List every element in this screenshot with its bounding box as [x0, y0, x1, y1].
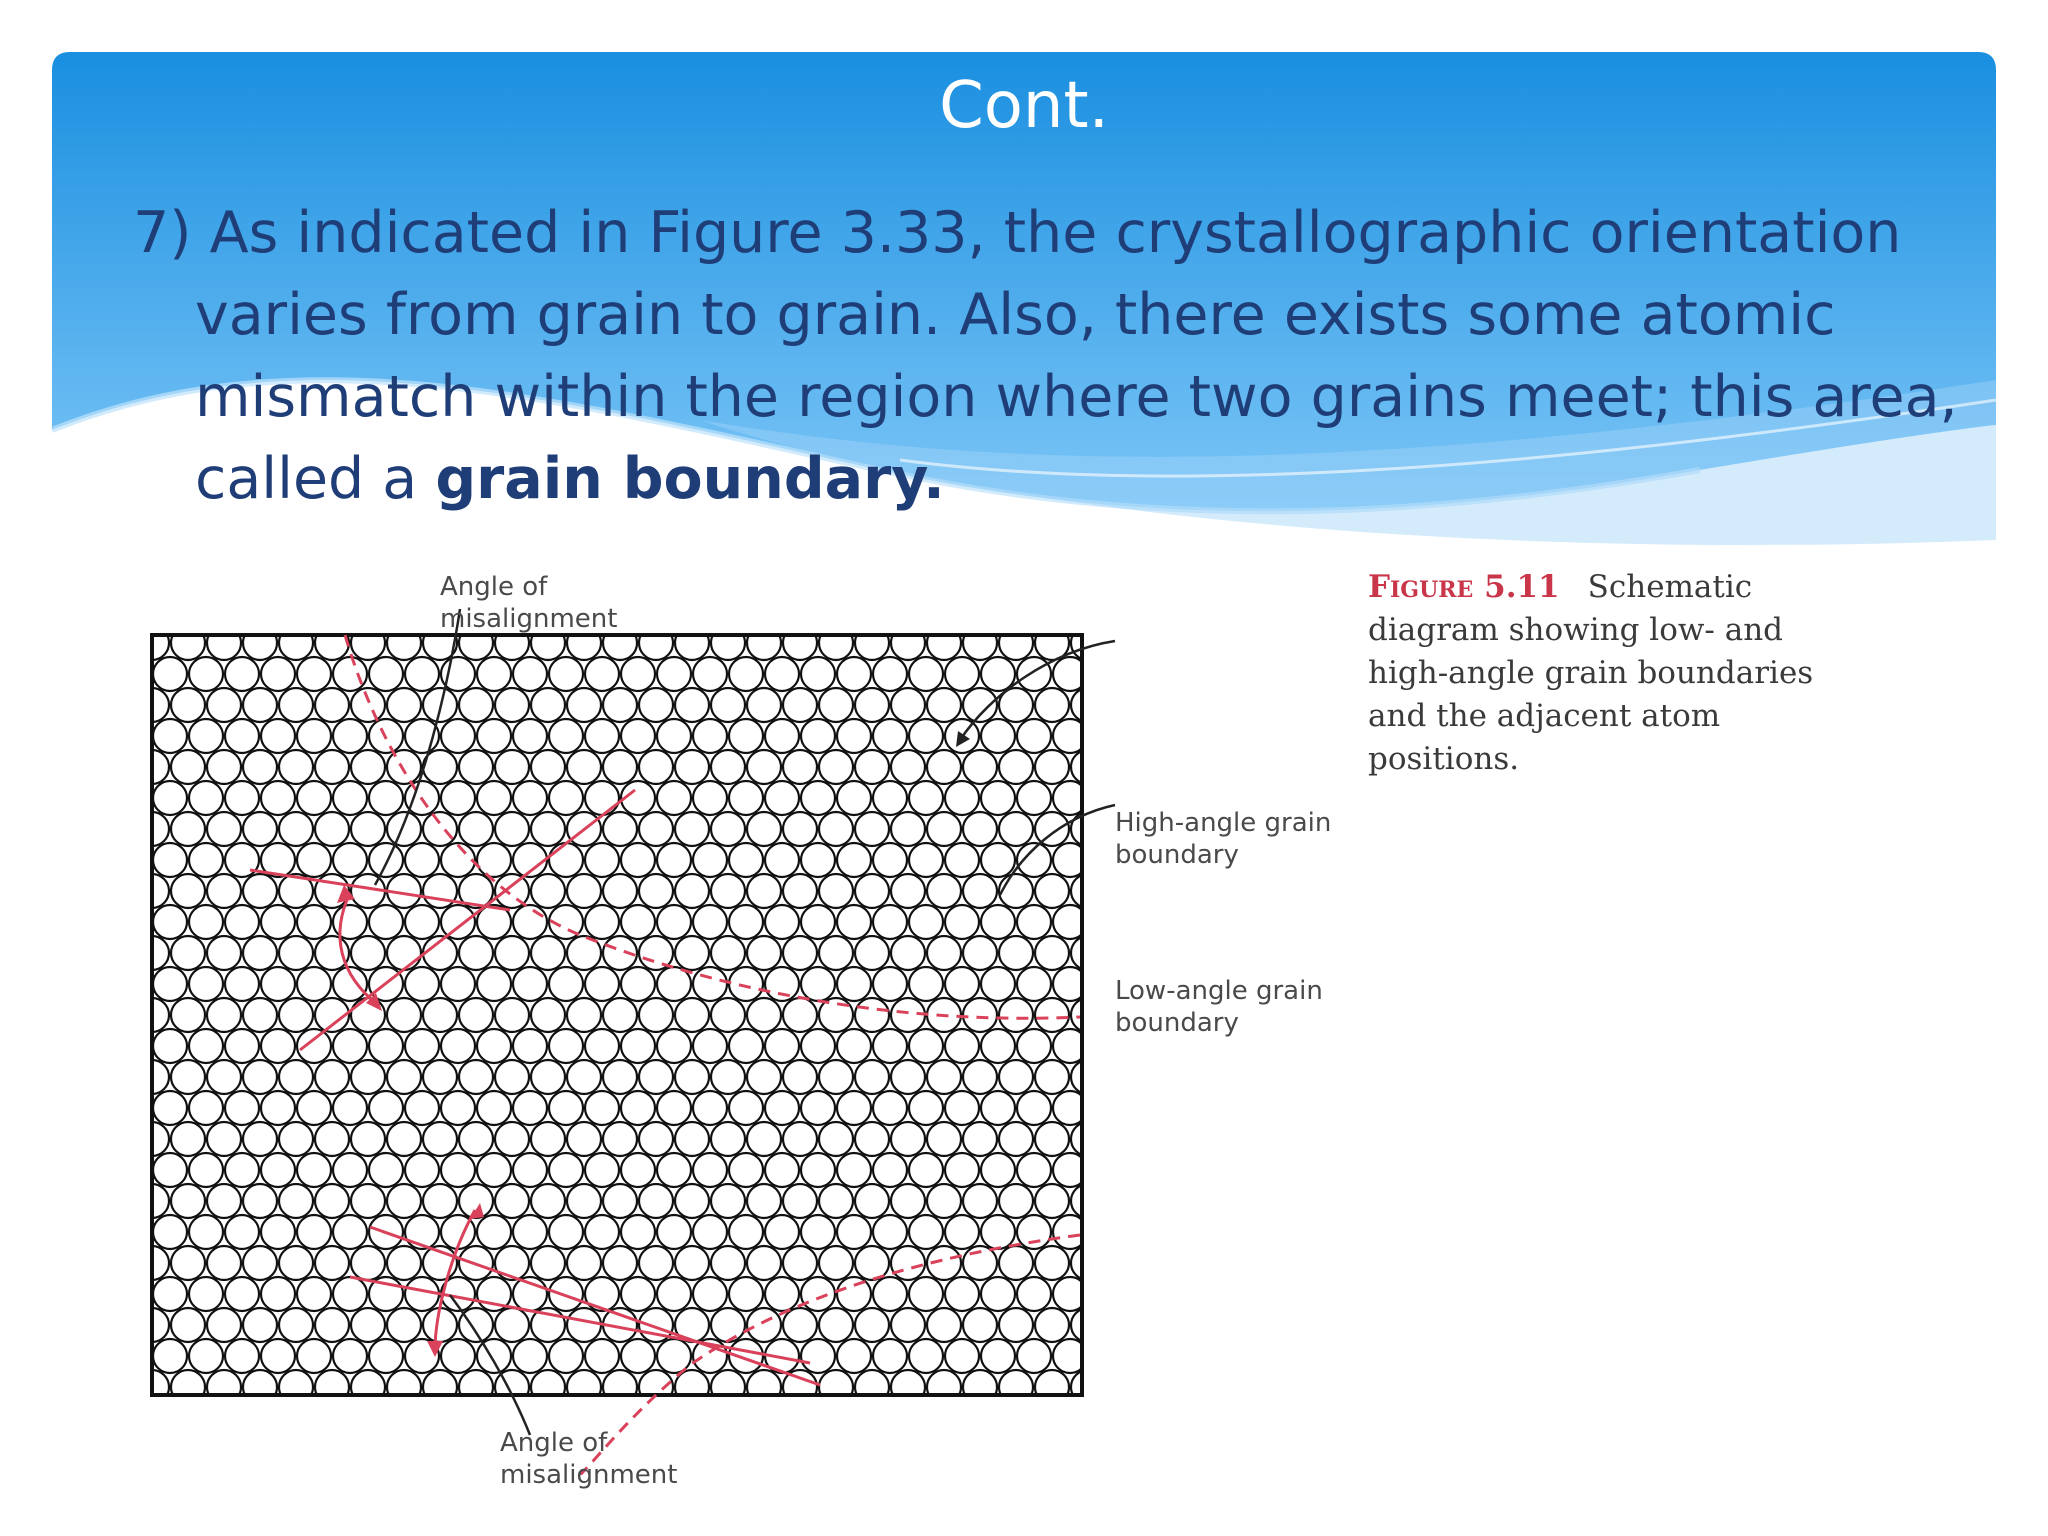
- slide-title: Cont.: [939, 69, 1109, 143]
- slide-body: [133, 192, 1963, 520]
- body-paragraph-text: 7) As indicated in Figure 3.33, the crystallographic orientation varies from grain to grain. Also, there exists some atomic mismatch within the region where two grains meet; this area, called a: [133, 200, 1958, 512]
- figure-caption-label: Figure 5.11: [1368, 569, 1560, 605]
- label-high-angle: High-angle grain boundary: [1115, 808, 1332, 870]
- label-angle-bottom: Angle of misalignment: [500, 1428, 678, 1490]
- figure-caption-text: Schematic diagram showing low- and high-angle grain boundaries and the adjacent atom positions.: [1368, 569, 1814, 777]
- figure-caption: [1368, 566, 1868, 781]
- body-paragraph: [133, 192, 1963, 520]
- atom-lattice: [135, 626, 1159, 1475]
- body-paragraph-bold: grain boundary.: [435, 446, 945, 512]
- label-angle-top: Angle of misalignment: [440, 572, 618, 634]
- label-low-angle: Low-angle grain boundary: [1115, 976, 1323, 1038]
